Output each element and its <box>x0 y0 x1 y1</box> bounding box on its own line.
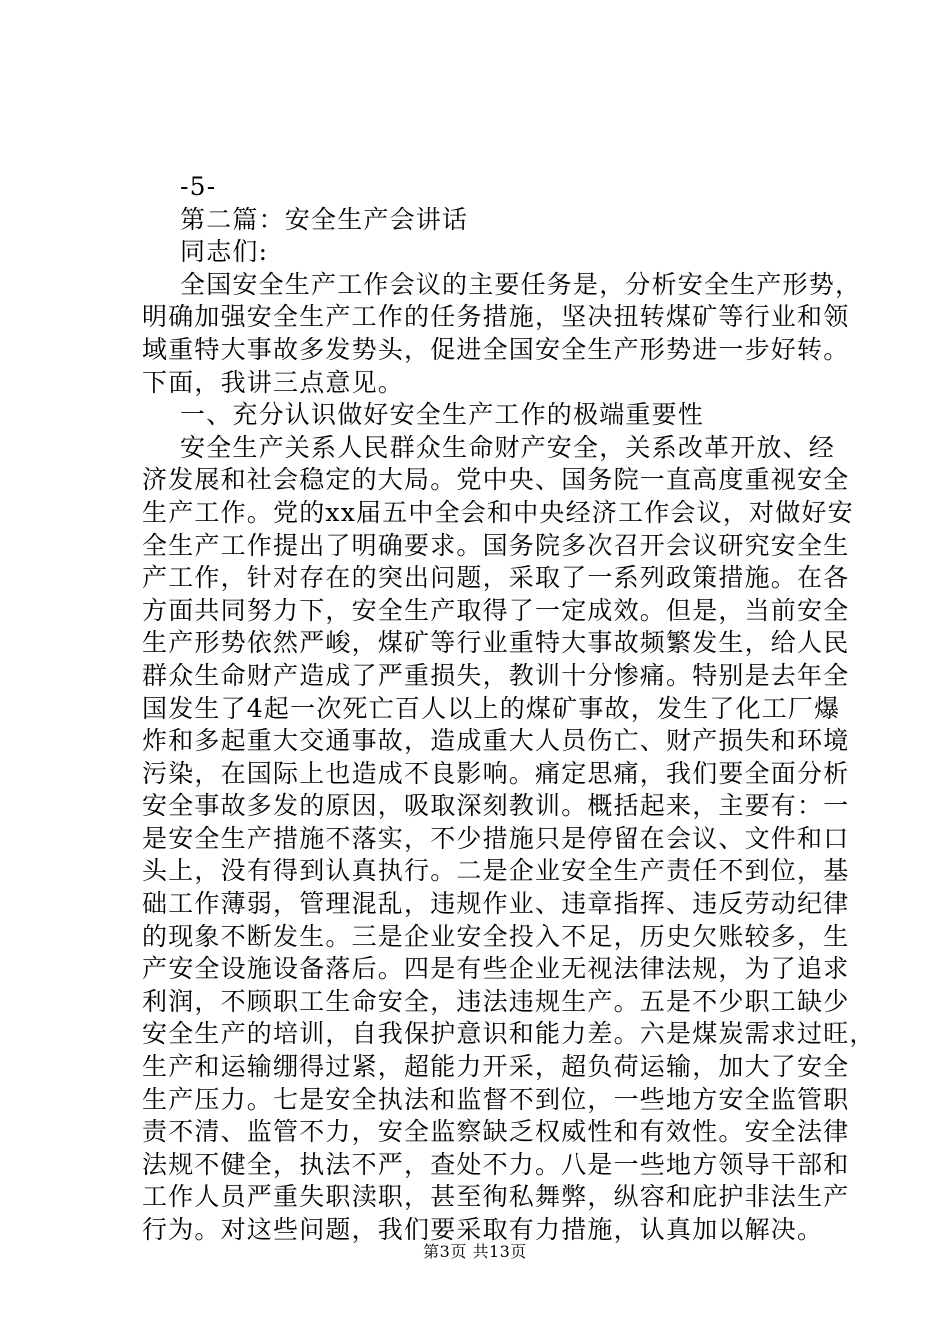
body-line: 安全生产关系人民群众生命财产安全，关系改革开放、经 <box>180 432 836 462</box>
section-heading: 一、充分认识做好安全生产工作的极端重要性 <box>180 400 705 430</box>
body-line: 的现象不断发生。三是企业安全投入不足，历史欠账较多，生 <box>142 921 850 951</box>
salutation: 同志们: <box>180 237 269 267</box>
body-line: 炸和多起重大交通事故，造成重大人员伤亡、财产损失和环境 <box>142 726 850 756</box>
body-line: 产安全设施设备落后。四是有些企业无视法律法规，为了追求 <box>142 954 850 984</box>
body-line: 础工作薄弱，管理混乱，违规作业、违章指挥、违反劳动纪律 <box>142 889 850 919</box>
body-line: 生产压力。七是安全执法和监督不到位，一些地方安全监管职 <box>142 1084 850 1114</box>
body-line: 污染，在国际上也造成不良影响。痛定思痛，我们要全面分析 <box>142 758 850 788</box>
body-line: 方面共同努力下，安全生产取得了一定成效。但是，当前安全 <box>142 595 850 625</box>
page-footer: 第3页 共13页 <box>423 1242 527 1261</box>
body-line: 生产形势依然严峻，煤矿等行业重特大事故频繁发生，给人民 <box>142 628 850 658</box>
body-line: 群众生命财产造成了严重损失，教训十分惨痛。特别是去年全 <box>142 660 850 690</box>
document-body <box>142 171 876 1247</box>
body-line: 是安全生产措施不落实，不少措施只是停留在会议、文件和口 <box>142 823 850 853</box>
body-line: 工作人员严重失职渎职，甚至徇私舞弊，纵容和庇护非法生产 <box>142 1182 850 1212</box>
body-line: 法规不健全，执法不严，查处不力。八是一些地方领导干部和 <box>142 1149 850 1179</box>
body-line: 全生产工作提出了明确要求。国务院多次召开会议研究安全生 <box>142 530 850 560</box>
document-title: 第二篇：安全生产会讲话 <box>180 204 469 234</box>
body-line: 生产工作。党的xx届五中全会和中央经济工作会议，对做好安 <box>142 497 854 527</box>
page-marker: -5- <box>180 172 217 201</box>
body-line: 安全事故多发的原因，吸取深刻教训。概括起来，主要有：一 <box>142 791 850 821</box>
body-line: 济发展和社会稳定的大局。党中央、国务院一直高度重视安全 <box>142 465 850 495</box>
intro-line: 明确加强安全生产工作的任务措施，坚决扭转煤矿等行业和领 <box>142 302 850 332</box>
body-line: 利润，不顾职工生命安全，违法违规生产。五是不少职工缺少 <box>142 986 850 1016</box>
body-line: 头上，没有得到认真执行。二是企业安全生产责任不到位，基 <box>142 856 850 886</box>
intro-line: 全国安全生产工作会议的主要任务是，分析安全生产形势， <box>180 269 862 299</box>
intro-line: 域重特大事故多发势头，促进全国安全生产形势进一步好转。 <box>142 334 850 364</box>
body-line: 安全生产的培训，自我保护意识和能力差。六是煤炭需求过旺， <box>142 1019 876 1049</box>
body-line: 责不清、监管不力，安全监察缺乏权威性和有效性。安全法律 <box>142 1117 850 1147</box>
intro-line: 下面，我讲三点意见。 <box>142 367 405 397</box>
body-line: 国发生了4起一次死亡百人以上的煤矿事故，发生了化工厂爆 <box>142 693 841 723</box>
body-line: 产工作，针对存在的突出问题，采取了一系列政策措施。在各 <box>142 563 850 593</box>
body-line: 行为。对这些问题，我们要采取有力措施，认真加以解决。 <box>142 1215 824 1244</box>
body-line: 生产和运输绷得过紧，超能力开采，超负荷运输，加大了安全 <box>142 1052 850 1082</box>
